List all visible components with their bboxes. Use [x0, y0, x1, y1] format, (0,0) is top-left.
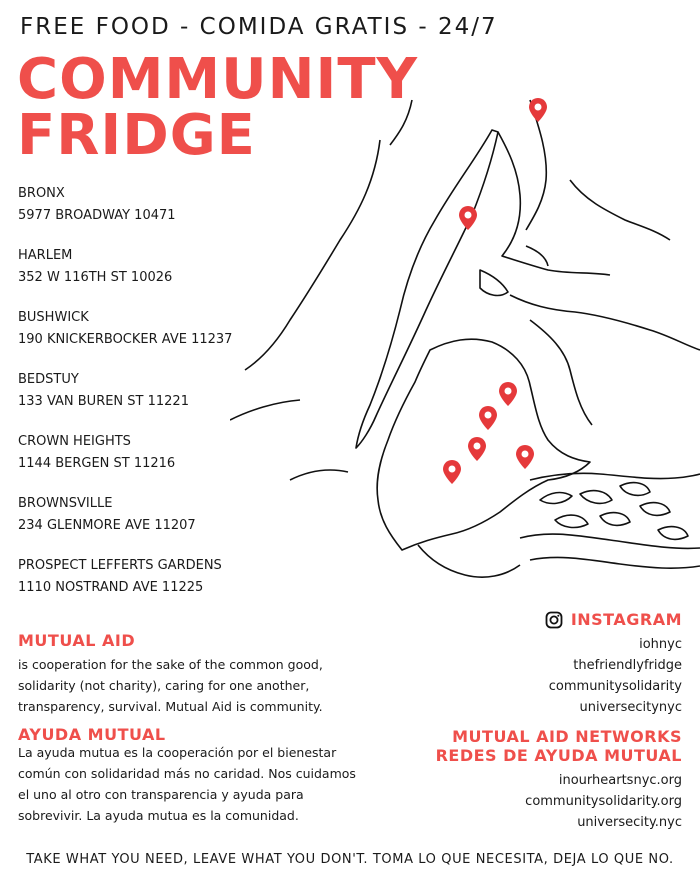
mutual-aid-text: is cooperation for the sake of the common good, solidarity (not charity), caring for one another, transparency, survival. Mutual Aid is community. — [18, 657, 323, 714]
location-pin-icon — [516, 445, 534, 469]
location-pin-icon — [468, 437, 486, 461]
footer-slogan: TAKE WHAT YOU NEED, LEAVE WHAT YOU DON'T. TOMA LO QUE NECESITA, DEJA LO QUE NO. — [26, 852, 674, 867]
mutual-aid-title: MUTUAL AID — [18, 631, 136, 650]
nj-shoreline — [245, 140, 380, 370]
location-name: BRONX — [18, 186, 65, 201]
network-link[interactable]: inourheartsnyc.org — [558, 773, 682, 788]
network-links — [525, 770, 682, 833]
queens-outline — [510, 295, 700, 350]
instagram-header — [545, 610, 682, 629]
instagram-handle[interactable]: universecitynyc — [579, 700, 682, 715]
manhattan-outline — [356, 130, 498, 448]
instagram-handle[interactable]: communitysolidarity — [548, 679, 682, 694]
location-address: 352 W 116TH ST 10026 — [18, 270, 173, 285]
page-title-line2: FRIDGE — [17, 103, 256, 168]
bronx-outline — [498, 132, 610, 275]
page-title-line1: COMMUNITY — [17, 47, 419, 112]
networks-title-line2: REDES DE AYUDA MUTUAL — [435, 746, 682, 765]
location-address: 190 KNICKERBOCKER AVE 11237 — [18, 332, 233, 347]
location-pin-icon — [499, 382, 517, 406]
location-name: BUSHWICK — [18, 310, 89, 325]
location-pin-icon — [443, 460, 461, 484]
network-link[interactable]: communitysolidarity.org — [525, 794, 682, 809]
location-address: 234 GLENMORE AVE 11207 — [18, 518, 196, 533]
location-name: PROSPECT LEFFERTS GARDENS — [18, 558, 222, 573]
location-name: BEDSTUY — [18, 372, 79, 387]
nyc-map — [230, 60, 700, 640]
network-link[interactable]: universecity.nyc — [577, 815, 682, 830]
location-pin-icon — [479, 406, 497, 430]
location-name: BROWNSVILLE — [18, 496, 113, 511]
location-name: HARLEM — [18, 248, 73, 263]
instagram-handles — [549, 634, 682, 718]
networks-title-line1: MUTUAL AID NETWORKS — [452, 727, 682, 746]
location-pin-icon — [529, 98, 547, 122]
location-address: 5977 BROADWAY 10471 — [18, 208, 176, 223]
tagline: FREE FOOD - COMIDA GRATIS - 24/7 — [20, 14, 498, 40]
ayuda-mutual-text: La ayuda mutua es la cooperación por el bienestar común con solidaridad más no caridad. Nos cuidamos el uno al otro con transparencia y ayuda para sobrevivir. La ayuda mutua es la comunidad. — [18, 745, 356, 823]
location-name: CROWN HEIGHTS — [18, 434, 131, 449]
location-pin-icon — [459, 206, 477, 230]
instagram-icon — [545, 611, 563, 629]
location-address: 1110 NOSTRAND AVE 11225 — [18, 580, 204, 595]
location-address: 1144 BERGEN ST 11216 — [18, 456, 176, 471]
instagram-handle[interactable]: thefriendlyfridge — [573, 658, 682, 673]
instagram-title: INSTAGRAM — [570, 610, 682, 629]
ayuda-mutual-title: AYUDA MUTUAL — [18, 725, 166, 744]
location-address: 133 VAN BUREN ST 11221 — [18, 394, 189, 409]
instagram-handle[interactable]: iohnyc — [639, 637, 682, 652]
